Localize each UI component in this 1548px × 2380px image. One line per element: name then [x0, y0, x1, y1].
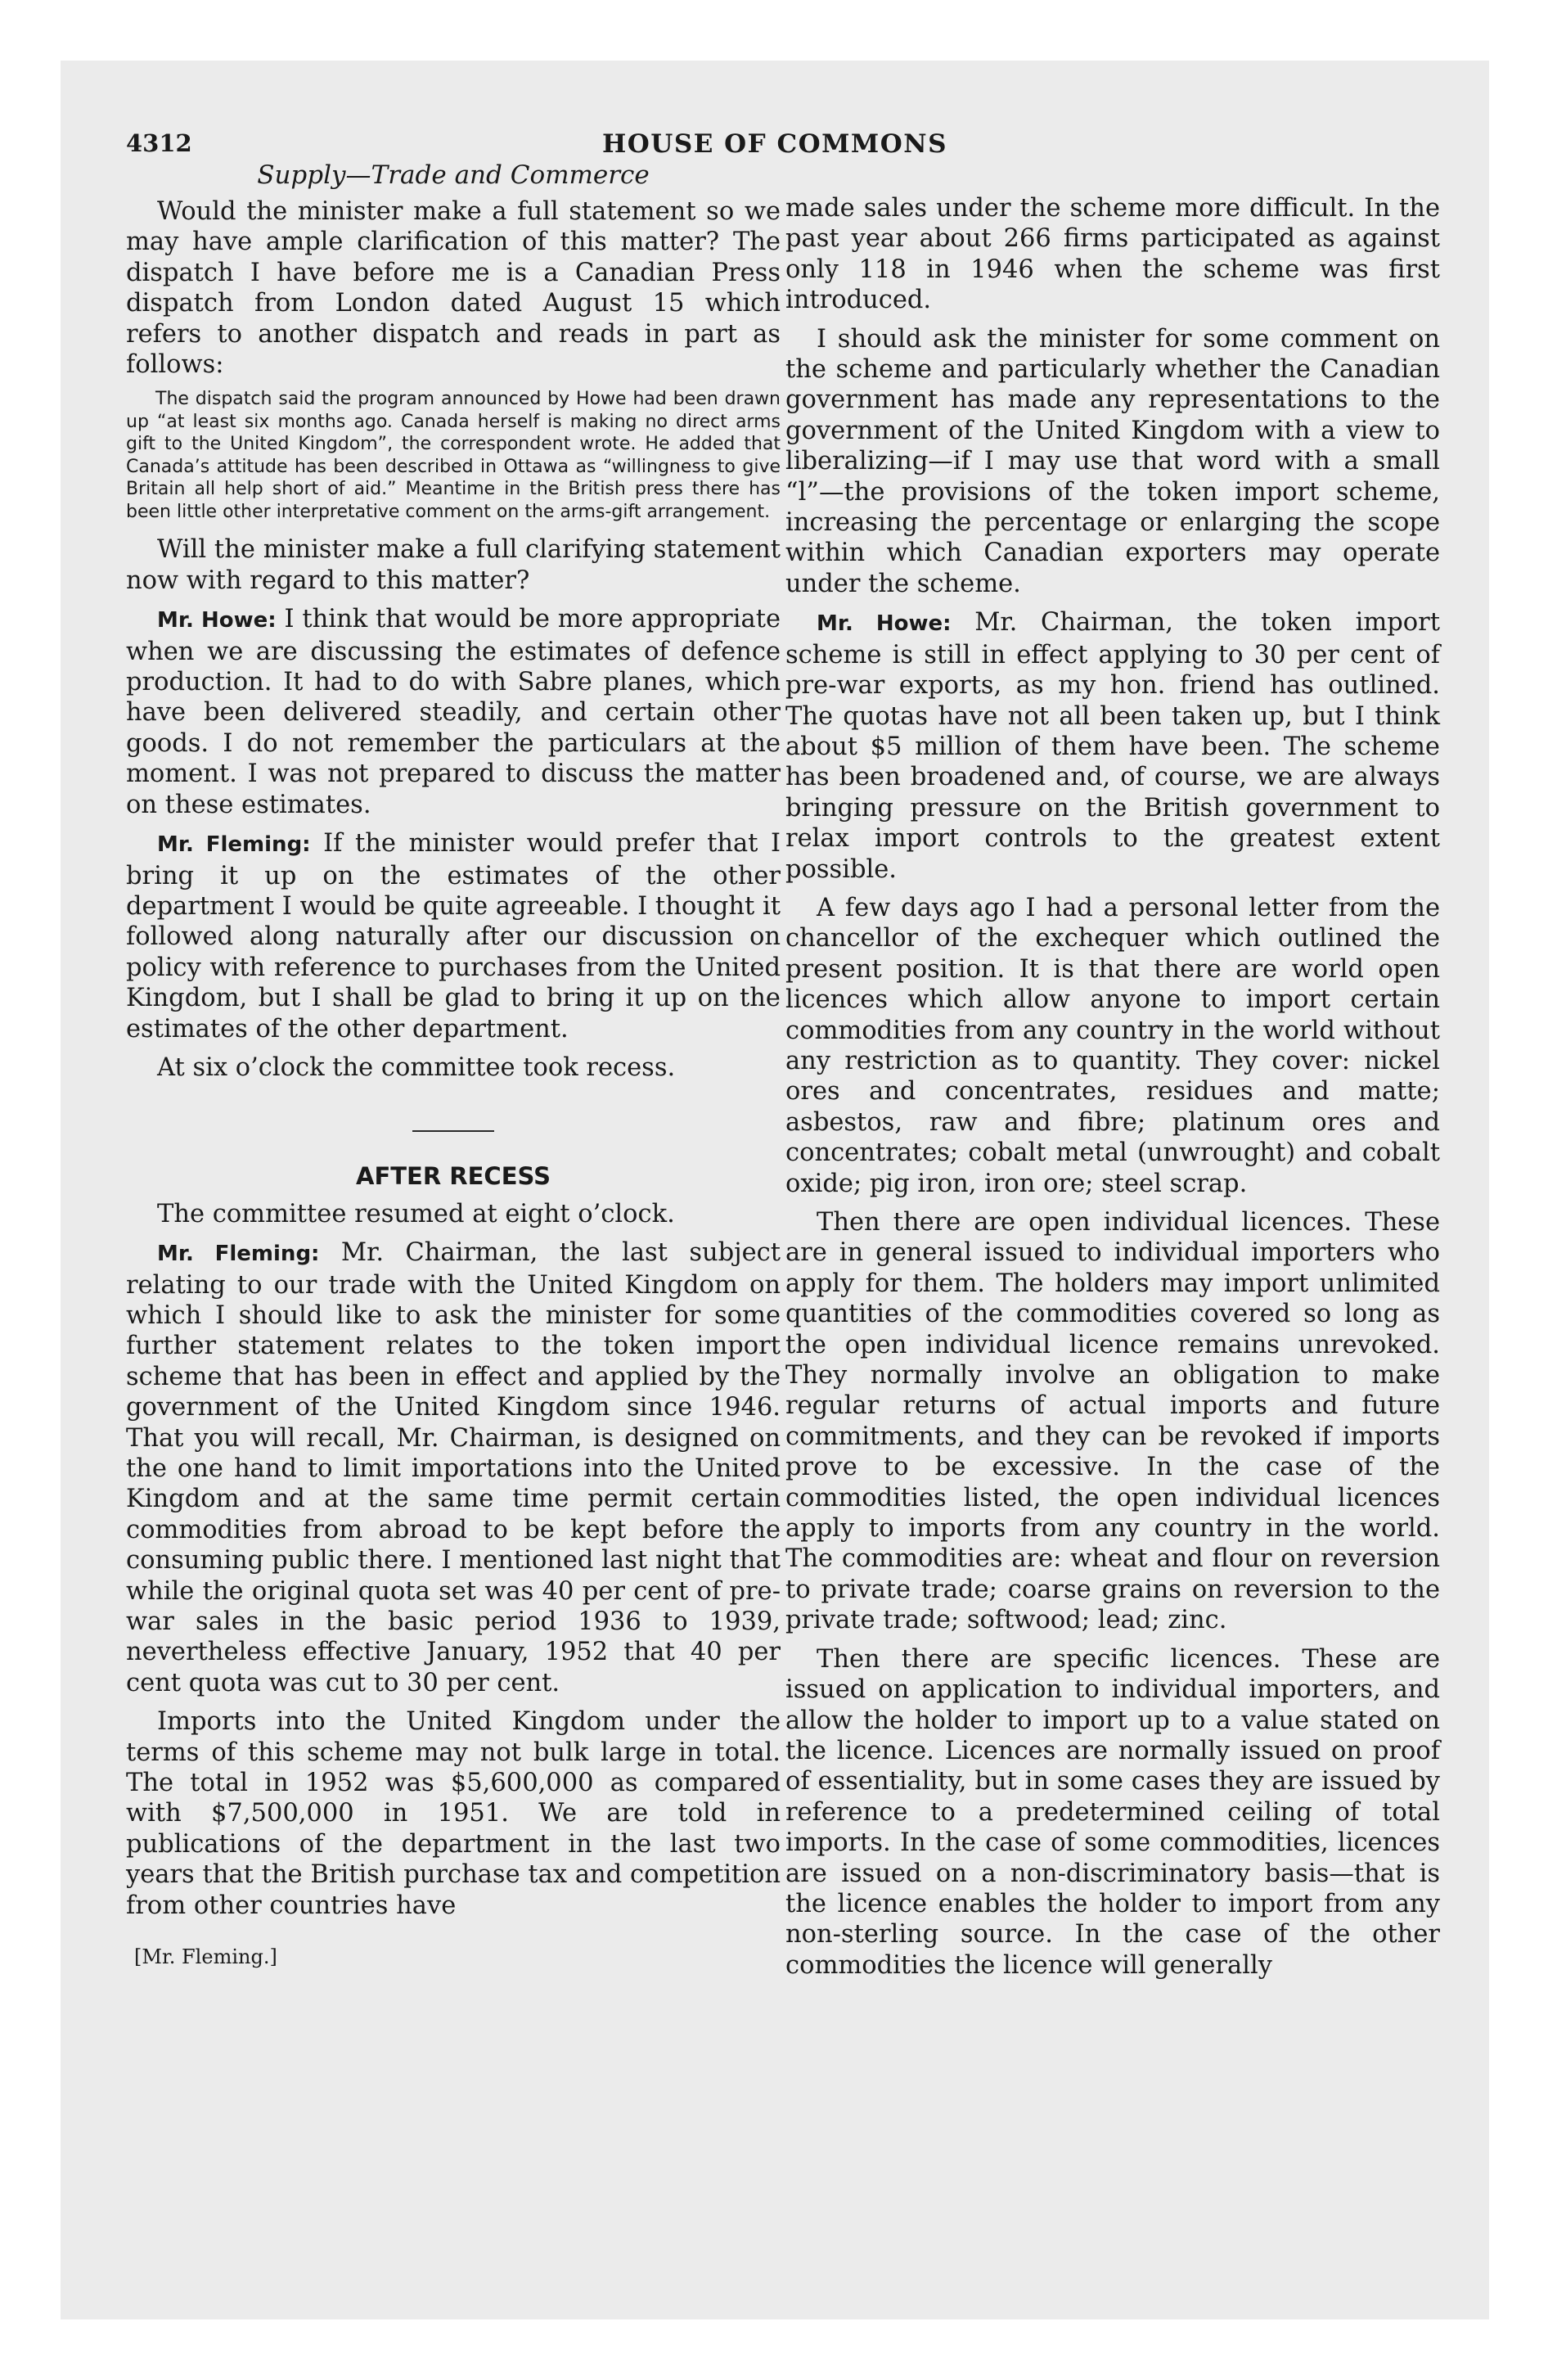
paragraph: Would the minister make a full statement so we may have ample clarification of this matter? The dispatch I have before me is a Canadian Press dispatch from London dated August 15 which refers to another dispatch and reads in part as follows: — [126, 197, 781, 380]
speaker-attribution: [Mr. Fleming.] — [134, 1945, 277, 1969]
hansard-page — [61, 61, 1489, 2319]
paragraph: A few days ago I had a personal letter from the chancellor of the exchequer which outlined the present position. It is that there are world open licences which allow anyone to import certain commodities from any country in the world without any restriction as to quantity. They cover: nickel ores and concentrates, residues and matte; asbestos, raw and fibre; platinum ores and concentrates; cobalt metal (unwrought) and cobalt oxide; pig iron, iron ore; steel scrap. — [785, 893, 1440, 1198]
speech-text: Mr. Chairman, the token import scheme is still in effect applying to 30 per cent of pre-war exports, as my hon. friend has outlined. The quotas have not all been taken up, but I think about $5 million of them have been. The scheme has been broadened and, of course, we are always bringing pressure on the British government to relax import controls to the greatest extent possible. — [785, 608, 1440, 884]
speech-text: I think that would be more appropriate when we are discussing the estimates of defence production. It had to do with Sabre planes, which have been delivered steadily, and certain other goods. I do not remember the particulars at the moment. I was not prepared to discuss the matter on these estimates. — [126, 605, 781, 819]
paragraph: Imports into the United Kingdom under the terms of this scheme may not bulk large in total. The total in 1952 was $5,600,000 as compared with $7,500,000 in 1951. We are told in publications of the department in the last two years that the British purchase tax and competition from other countries have — [126, 1707, 781, 1920]
section-divider — [412, 1130, 494, 1132]
speech-text: Mr. Chairman, the last subject relating to our trade with the United Kingdom on which I should like to ask the minister for some further statement relates to the token import scheme that has been in effect and applied by the government of the United Kingdom since 1946. That you will recall, Mr. Chairman, is designed on the one hand to limit importations into the United Kingdom and at the same time permit certain commodities from abroad to be kept before the consuming public there. I mentioned last night that while the original quota set was 40 per cent of pre-war sales in the basic period 1936 to 1939, nevertheless effective January, 1952 that 40 per cent quota was cut to 30 per cent. — [126, 1238, 781, 1697]
speech-text: If the minister would prefer that I bring it up on the estimates of the other department I would be quite agreeable. I thought it followed along naturally after our discussion on policy with reference to purchases from the United Kingdom, but I shall be glad to bring it up on the estimates of the other department. — [126, 829, 781, 1044]
paragraph: made sales under the scheme more difficult. In the past year about 266 firms participated as against only 118 in 1946 when the scheme was first introduced. — [785, 194, 1440, 315]
paragraph: Then there are open individual licences. These are in general issued to individual importers who apply for them. The holders may import unlimited quantities of the commodities covered so long as the open individual licence remains unrevoked. They normally involve an obligation to make regular returns of actual imports and future commitments, and they can be revoked if imports prove to be excessive. In the case of the commodities listed, the open individual licences apply to imports from any country in the world. The commodities are: wheat and flour on reversion to private trade; coarse grains on reversion to the private trade; softwood; lead; zinc. — [785, 1208, 1440, 1635]
paragraph: I should ask the minister for some comment on the scheme and particularly whether the Canadian government has made any representations to the government of the United Kingdom with a view to liberalizing—if I may use that word with a small “l”—the provisions of the token import scheme, increasing the percentage or enlarging the scope within which Canadian exporters may operate under the scheme. — [785, 324, 1440, 598]
speaker-name: Mr. Fleming: — [157, 1242, 320, 1267]
speaker-name: Mr. Howe: — [817, 611, 952, 637]
section-heading: AFTER RECESS — [356, 1162, 551, 1191]
paragraph — [785, 607, 1440, 885]
quoted-dispatch: The dispatch said the program announced by Howe had been drawn up “at least six months ago. Canada herself is making no direct arms gift to the United Kingdom”, the correspondent wrote. He added that Canada’s attitude has been described in Ottawa as “willingness to give Britain all help short of aid.” Meantime in the British press there has been little other interpretative comment on the arms-gift arrangement. — [126, 389, 781, 522]
paragraph — [126, 1237, 781, 1698]
page-number: 4312 — [126, 129, 192, 157]
paragraph — [126, 604, 781, 820]
left-column — [126, 159, 781, 1981]
speaker-name: Mr. Fleming: — [157, 832, 311, 858]
paragraph: The committee resumed at eight o’clock. — [157, 1199, 675, 1228]
paragraph: At six o’clock the committee took recess. — [157, 1053, 676, 1082]
paragraph: Then there are specific licences. These are issued on application to individual importers, and allow the holder to import up to a value stated on the licence. Licences are normally issued on proof of essentiality, but in some cases they are issued by reference to a predetermined ceiling of total imports. In the case of some commodities, licences are issued on a non-discriminatory basis—that is the licence enables the holder to import from any non-sterling source. In the case of the other commodities the licence will generally — [785, 1644, 1440, 1980]
paragraph: Will the minister make a full clarifying statement now with regard to this matter? — [126, 535, 781, 595]
running-title: HOUSE OF COMMONS — [602, 129, 947, 159]
right-column — [785, 193, 1440, 1989]
paragraph — [126, 828, 781, 1044]
section-subheading: Supply—Trade and Commerce — [257, 160, 650, 190]
speaker-name: Mr. Howe: — [157, 608, 277, 633]
